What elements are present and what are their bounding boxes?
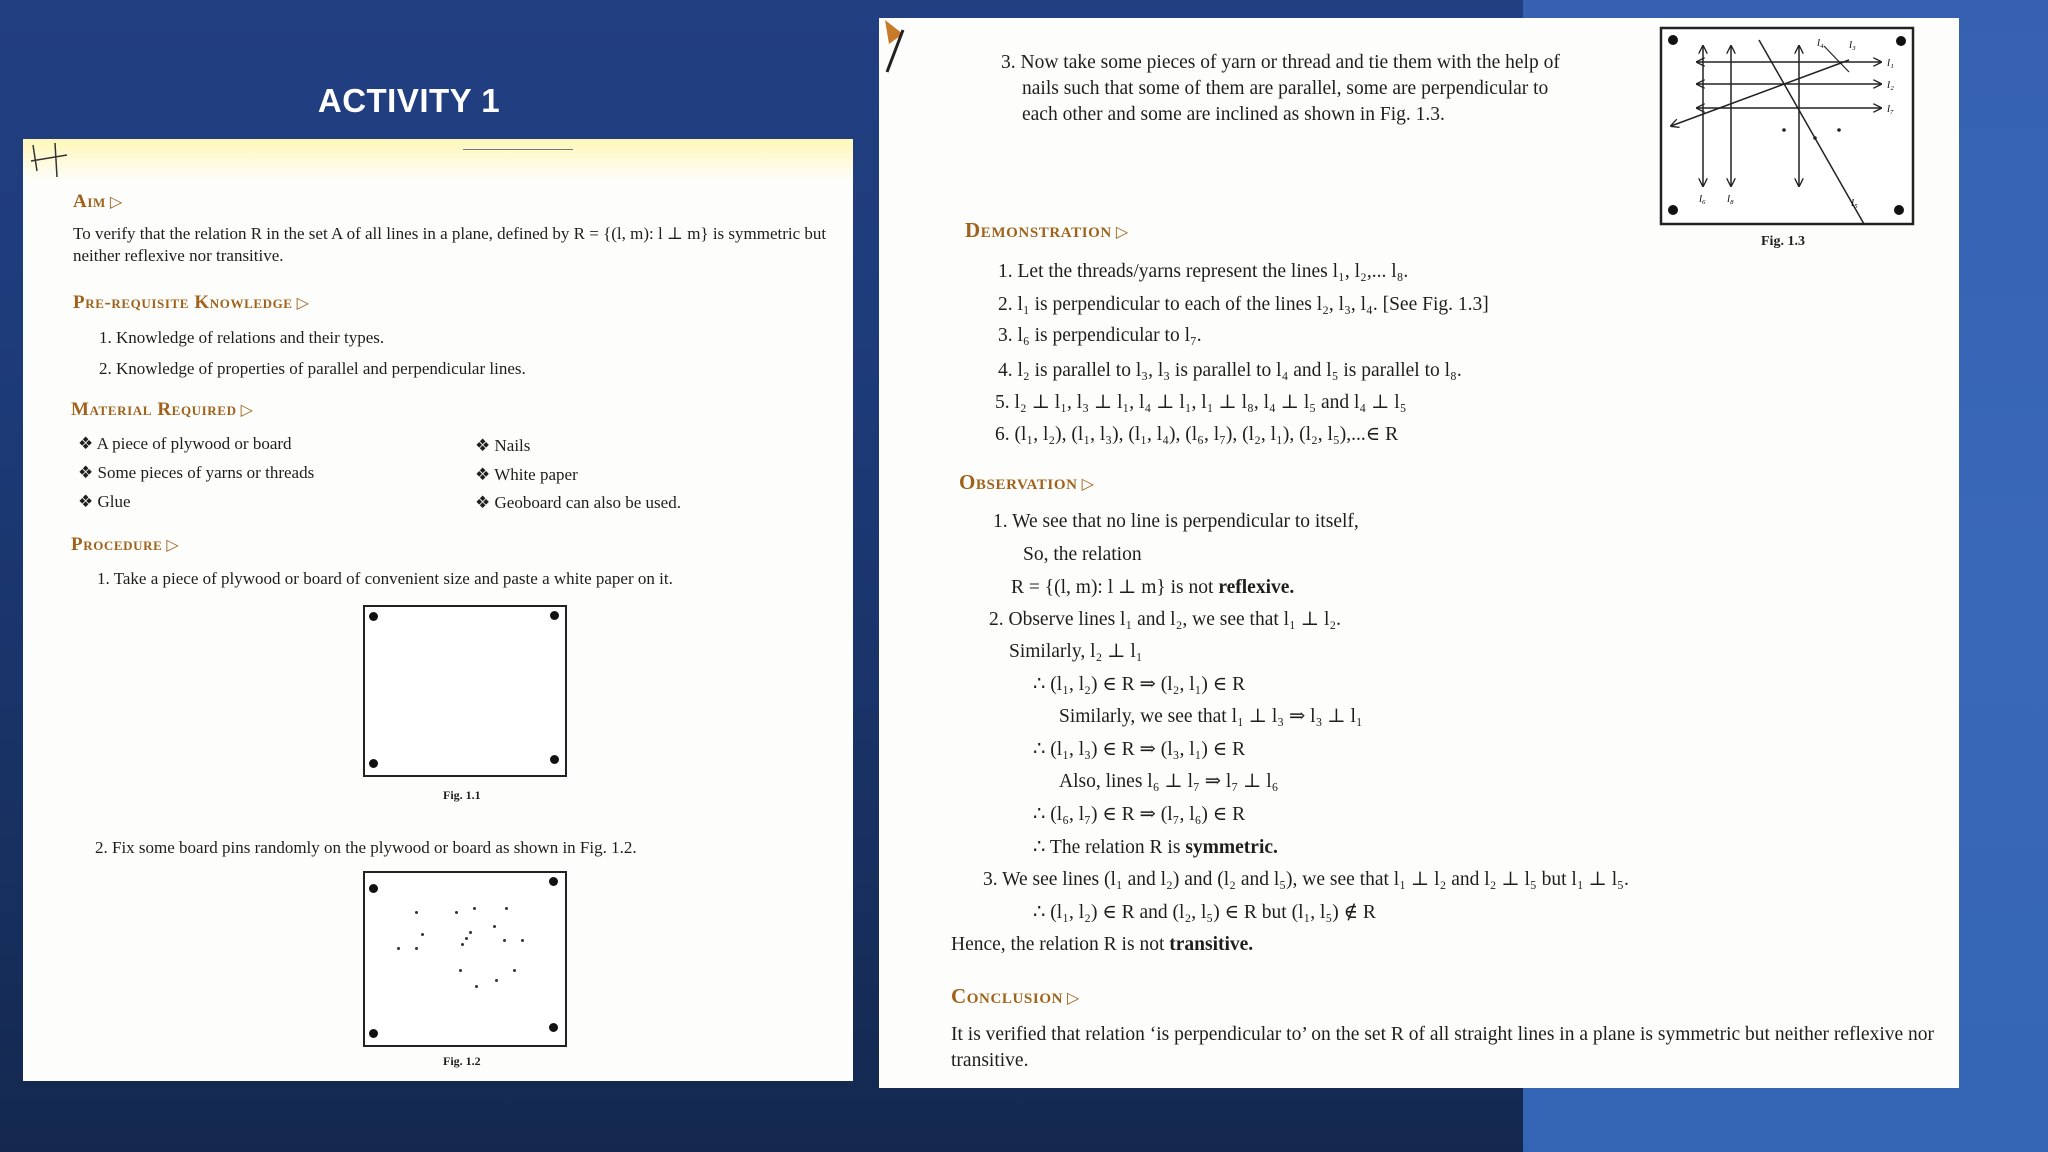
nail <box>549 877 558 886</box>
fig-label: l₁ <box>1887 57 1894 69</box>
observation-line: Hence, the relation R is not transitive. <box>951 934 1254 955</box>
figure-1-3-caption: Fig. 1.3 <box>1761 234 1805 249</box>
observation-line: ∴ (l₁, l₂) ∈ R ⇒ (l₂, l₁) ∈ R <box>1033 674 1246 695</box>
fig-label: l₆ <box>1699 193 1706 205</box>
board-pin <box>415 947 418 950</box>
nail <box>369 612 378 621</box>
conclusion-text: It is verified that relation ‘is perpendicular to’ on the set R of all straight lines in a plane is symmetric but neither reflexive nor transitive. <box>951 1024 1935 1071</box>
board-pin <box>415 911 418 914</box>
observation-heading: Observation ▷ <box>959 470 1095 494</box>
fig-label: l₇ <box>1887 103 1894 115</box>
observation-line: ∴ (l₆, l₇) ∈ R ⇒ (l₇, l₆) ∈ R <box>1033 804 1246 825</box>
observation-line: Also, lines l₆ ⊥ l₇ ⇒ l₇ ⊥ l₆ <box>1059 771 1279 792</box>
prereq-heading: Pre-requisite Knowledge ▷ <box>73 292 310 313</box>
fig-label: l₄ <box>1817 37 1824 49</box>
procedure-step-3-line: nails such that some of them are parallel, some are perpendicular to <box>1022 78 1549 99</box>
board-pin <box>459 969 462 972</box>
demonstration-item: 3. l₆ is perpendicular to l₇. <box>998 325 1202 346</box>
figure-1-2-board <box>363 871 567 1047</box>
corner-mark-icon <box>27 141 87 181</box>
material-item: ❖ Nails <box>475 436 531 455</box>
observation-line: 2. Observe lines l₁ and l₂, we see that l₁ ⊥ l₂. <box>989 609 1342 630</box>
nail <box>549 1023 558 1032</box>
observation-line: R = {(l, m): l ⊥ m} is not reflexive. <box>1011 577 1295 598</box>
nail <box>369 884 378 893</box>
left-page-scan <box>23 139 853 1081</box>
board-pin <box>421 933 424 936</box>
nail <box>550 755 559 764</box>
procedure-step-1: 1. Take a piece of plywood or board of convenient size and paste a white paper on it. <box>97 569 673 588</box>
figure-1-1-board <box>363 605 567 777</box>
figure-1-2-caption: Fig. 1.2 <box>443 1054 481 1068</box>
board-pin <box>397 947 400 950</box>
observation-line: 1. We see that no line is perpendicular to itself, <box>993 511 1359 532</box>
board-pin <box>455 911 458 914</box>
right-page-scan <box>879 18 1959 1088</box>
aim-heading: Aim ▷ <box>73 191 123 212</box>
board-pin <box>469 931 472 934</box>
nail <box>369 759 378 768</box>
nail <box>369 1029 378 1038</box>
demonstration-item: 2. l₁ is perpendicular to each of the lines l₂, l₃, l₄. [See Fig. 1.3] <box>998 294 1489 315</box>
bookmark-arrow-icon <box>881 18 915 78</box>
prereq-item-2: 2. Knowledge of properties of parallel and perpendicular lines. <box>99 359 526 378</box>
fig-label: l₃ <box>1849 39 1856 51</box>
fig-label: l₅ <box>1851 197 1858 209</box>
observation-line: ∴ (l₁, l₃) ∈ R ⇒ (l₃, l₁) ∈ R <box>1033 739 1246 760</box>
observation-line: ∴ (l₁, l₂) ∈ R and (l₂, l₅) ∈ R but (l₁, l₅) ∉ R <box>1033 902 1376 923</box>
aim-text: To verify that the relation R in the set A of all lines in a plane, defined by R = {(l, m): l ⊥ m} is symmetric but neither reflexive nor transitive. <box>73 224 827 265</box>
material-item: ❖ Glue <box>78 492 131 511</box>
demonstration-item: 4. l₂ is parallel to l₃, l₃ is parallel to l₄ and l₅ is parallel to l₈. <box>998 360 1462 381</box>
material-item: ❖ White paper <box>475 465 578 484</box>
fig-label: l₈ <box>1727 193 1734 205</box>
demonstration-heading: Demonstration ▷ <box>965 218 1129 242</box>
board-pin <box>513 969 516 972</box>
figure-1-1-caption: Fig. 1.1 <box>443 788 481 802</box>
observation-line: 3. We see lines (l₁ and l₂) and (l₂ and l₅), we see that l₁ ⊥ l₂ and l₂ ⊥ l₅ but l₁ ⊥ l₅. <box>983 869 1629 890</box>
observation-line: Similarly, we see that l₁ ⊥ l₃ ⇒ l₃ ⊥ l₁ <box>1059 706 1363 727</box>
procedure-heading: Procedure ▷ <box>71 534 180 555</box>
slide-title: ACTIVITY 1 <box>317 82 501 119</box>
top-rule <box>463 149 573 150</box>
prereq-item-1: 1. Knowledge of relations and their types. <box>99 328 385 347</box>
board-pin <box>473 907 476 910</box>
observation-line: So, the relation <box>1023 544 1142 565</box>
material-item: ❖ Some pieces of yarns or threads <box>78 463 315 482</box>
demonstration-item: 5. l₂ ⊥ l₁, l₃ ⊥ l₁, l₄ ⊥ l₁, l₁ ⊥ l₈, l₄ ⊥ l₅ and l₄ ⊥ l₅ <box>995 392 1407 413</box>
demonstration-item: 1. Let the threads/yarns represent the lines l₁, l₂,... l₈. <box>998 261 1409 282</box>
board-pin <box>505 907 508 910</box>
board-pin <box>465 937 468 940</box>
material-item: ❖ A piece of plywood or board <box>78 434 292 453</box>
figure-1-3-diagram <box>1659 26 1915 236</box>
board-pin <box>521 939 524 942</box>
procedure-step-2: 2. Fix some board pins randomly on the plywood or board as shown in Fig. 1.2. <box>95 838 637 857</box>
procedure-step-3-line: 3. Now take some pieces of yarn or thread and tie them with the help of <box>1001 52 1560 73</box>
board-pin <box>495 979 498 982</box>
observation-line: ∴ The relation R is symmetric. <box>1033 837 1278 858</box>
conclusion-heading: Conclusion ▷ <box>951 984 1080 1008</box>
board-pin <box>461 943 464 946</box>
board-pin <box>493 925 496 928</box>
observation-line: Similarly, l₂ ⊥ l₁ <box>1009 641 1143 662</box>
procedure-step-3-line: each other and some are inclined as shown in Fig. 1.3. <box>1022 104 1445 125</box>
material-heading: Material Required ▷ <box>71 399 254 420</box>
fig-label: l₂ <box>1887 79 1894 91</box>
material-item: ❖ Geoboard can also be used. <box>475 493 681 512</box>
board-pin <box>475 985 478 988</box>
board-pin <box>503 939 506 942</box>
nail <box>550 611 559 620</box>
demonstration-item: 6. (l₁, l₂), (l₁, l₃), (l₁, l₄), (l₆, l₇), (l₂, l₁), (l₂, l₅),...∈ R <box>995 424 1399 445</box>
